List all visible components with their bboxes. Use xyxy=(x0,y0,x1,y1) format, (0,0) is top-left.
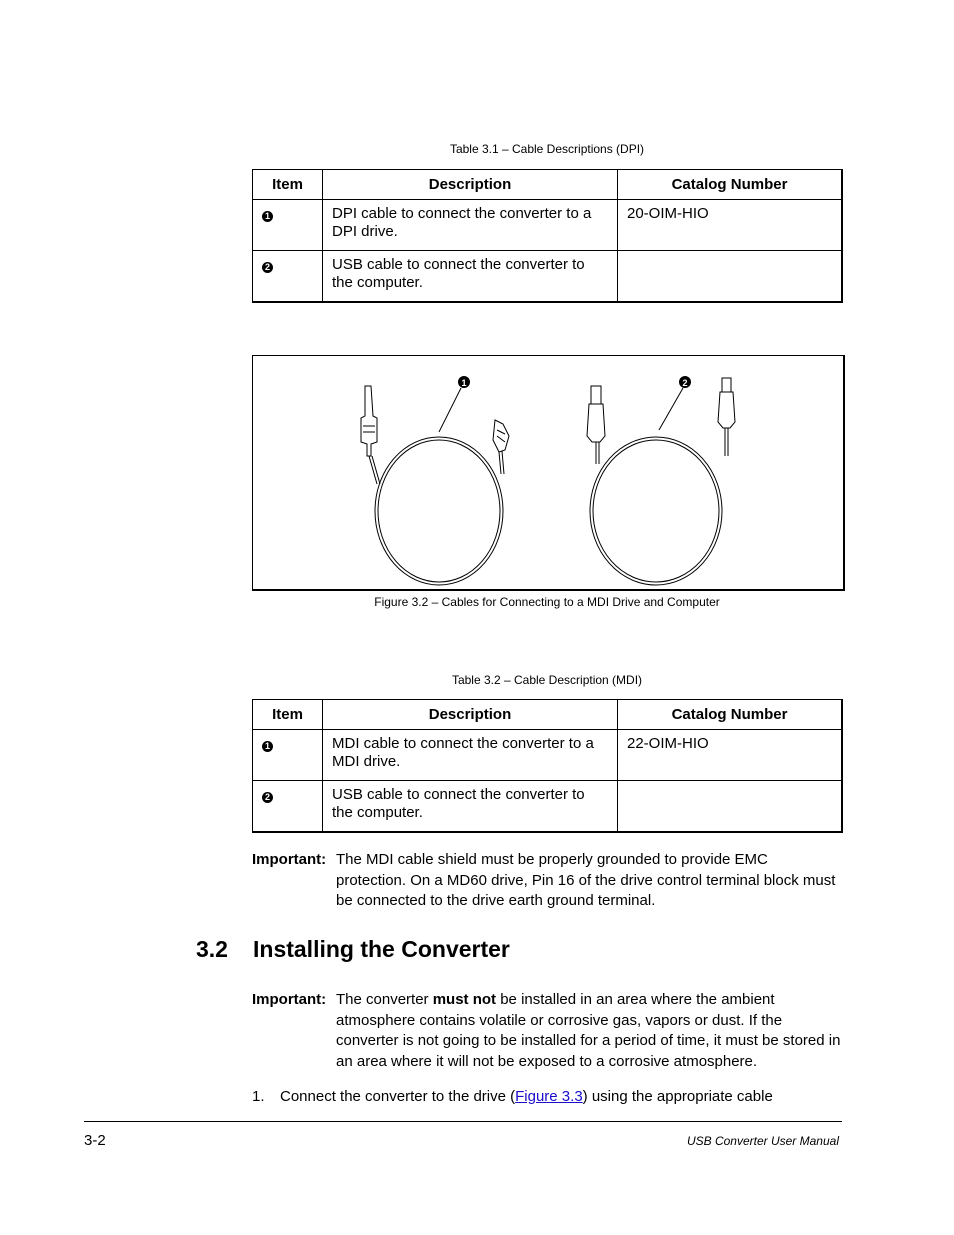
section-number: 3.2 xyxy=(196,936,228,962)
callout-1-badge xyxy=(458,376,470,388)
important-text: The MDI cable shield must be properly grounded to provide EMC protection. On a MD60 drive, Pin 16 of the drive control terminal block must be connected to the drive earth ground terminal. xyxy=(336,851,836,909)
callout-2-badge xyxy=(679,376,691,388)
callout-1-leader xyxy=(439,388,461,432)
table-header-row xyxy=(253,700,843,730)
mdi-cable-loop xyxy=(375,437,503,585)
step-number: 1. xyxy=(252,1088,265,1105)
table-row xyxy=(253,251,843,303)
important-note-mdi-shield xyxy=(252,850,842,912)
cables-illustration xyxy=(253,356,843,589)
figure-caption: Figure 3.2 – Cables for Connecting to a MDI Drive and Computer xyxy=(374,595,720,609)
catalog-cell: 20-OIM-HIO xyxy=(618,200,843,251)
usb-b-connector xyxy=(718,378,735,456)
header-description: Description xyxy=(323,700,618,730)
description-cell: USB cable to connect the converter to the computer. xyxy=(323,251,618,303)
table-cable-descriptions-dpi xyxy=(252,169,843,303)
catalog-cell xyxy=(618,251,843,303)
page-number: 3-2 xyxy=(84,1132,106,1149)
description-cell: USB cable to connect the converter to the computer. xyxy=(323,781,618,833)
header-catalog-number: Catalog Number xyxy=(618,170,843,200)
important-label: Important: xyxy=(252,851,327,868)
header-item: Item xyxy=(253,170,323,200)
step-1: 1. Connect the converter to the drive (Figure 3.3) using the appropriate cable xyxy=(252,1088,773,1105)
table-row xyxy=(253,781,843,833)
item-cell xyxy=(253,251,323,303)
section-heading xyxy=(196,936,510,963)
table-row xyxy=(253,200,843,251)
mdi-connector-right xyxy=(493,420,509,474)
table-header-row xyxy=(253,170,843,200)
manual-title: USB Converter User Manual xyxy=(686,1134,839,1148)
callout-number-badge: 2 xyxy=(262,792,273,803)
callout-number-badge: 2 xyxy=(262,262,273,273)
callout-2-leader xyxy=(659,388,683,430)
mdi-connector-left xyxy=(361,386,380,484)
callout-number-badge: 1 xyxy=(262,211,273,222)
catalog-cell: 22-OIM-HIO xyxy=(618,730,843,781)
item-cell xyxy=(253,200,323,251)
table-cable-description-mdi xyxy=(252,699,843,833)
footer-divider xyxy=(84,1121,842,1122)
description-cell: DPI cable to connect the converter to a DPI drive. xyxy=(323,200,618,251)
table1-caption: Table 3.1 – Cable Descriptions (DPI) xyxy=(449,142,645,156)
important-note-atmosphere xyxy=(252,990,842,1072)
section-title: Installing the Converter xyxy=(253,936,510,962)
cables-figure xyxy=(252,355,845,591)
item-cell xyxy=(253,730,323,781)
important-text: The converter must not be installed in an area where the ambient atmosphere contains volatile or corrosive gas, vapors or dust. If the converter is not going to be installed for a period of time, it must be stored in an area where it will not be exposed to a corrosive atmosphere. xyxy=(336,991,841,1070)
callout-1-number: 1 xyxy=(461,378,467,388)
callout-number-badge: 1 xyxy=(262,741,273,752)
usb-cable-loop xyxy=(590,437,722,585)
figure-3-3-link[interactable]: Figure 3.3 xyxy=(515,1088,583,1105)
header-description: Description xyxy=(323,170,618,200)
callout-2-number: 2 xyxy=(682,378,688,388)
catalog-cell xyxy=(618,781,843,833)
item-cell xyxy=(253,781,323,833)
table-row xyxy=(253,730,843,781)
header-item: Item xyxy=(253,700,323,730)
table2-caption: Table 3.2 – Cable Description (MDI) xyxy=(451,673,643,687)
usb-a-connector xyxy=(587,386,605,464)
header-catalog-number: Catalog Number xyxy=(618,700,843,730)
important-label: Important: xyxy=(252,991,327,1008)
emphasis-must-not: must not xyxy=(432,991,497,1008)
description-cell: MDI cable to connect the converter to a MDI drive. xyxy=(323,730,618,781)
